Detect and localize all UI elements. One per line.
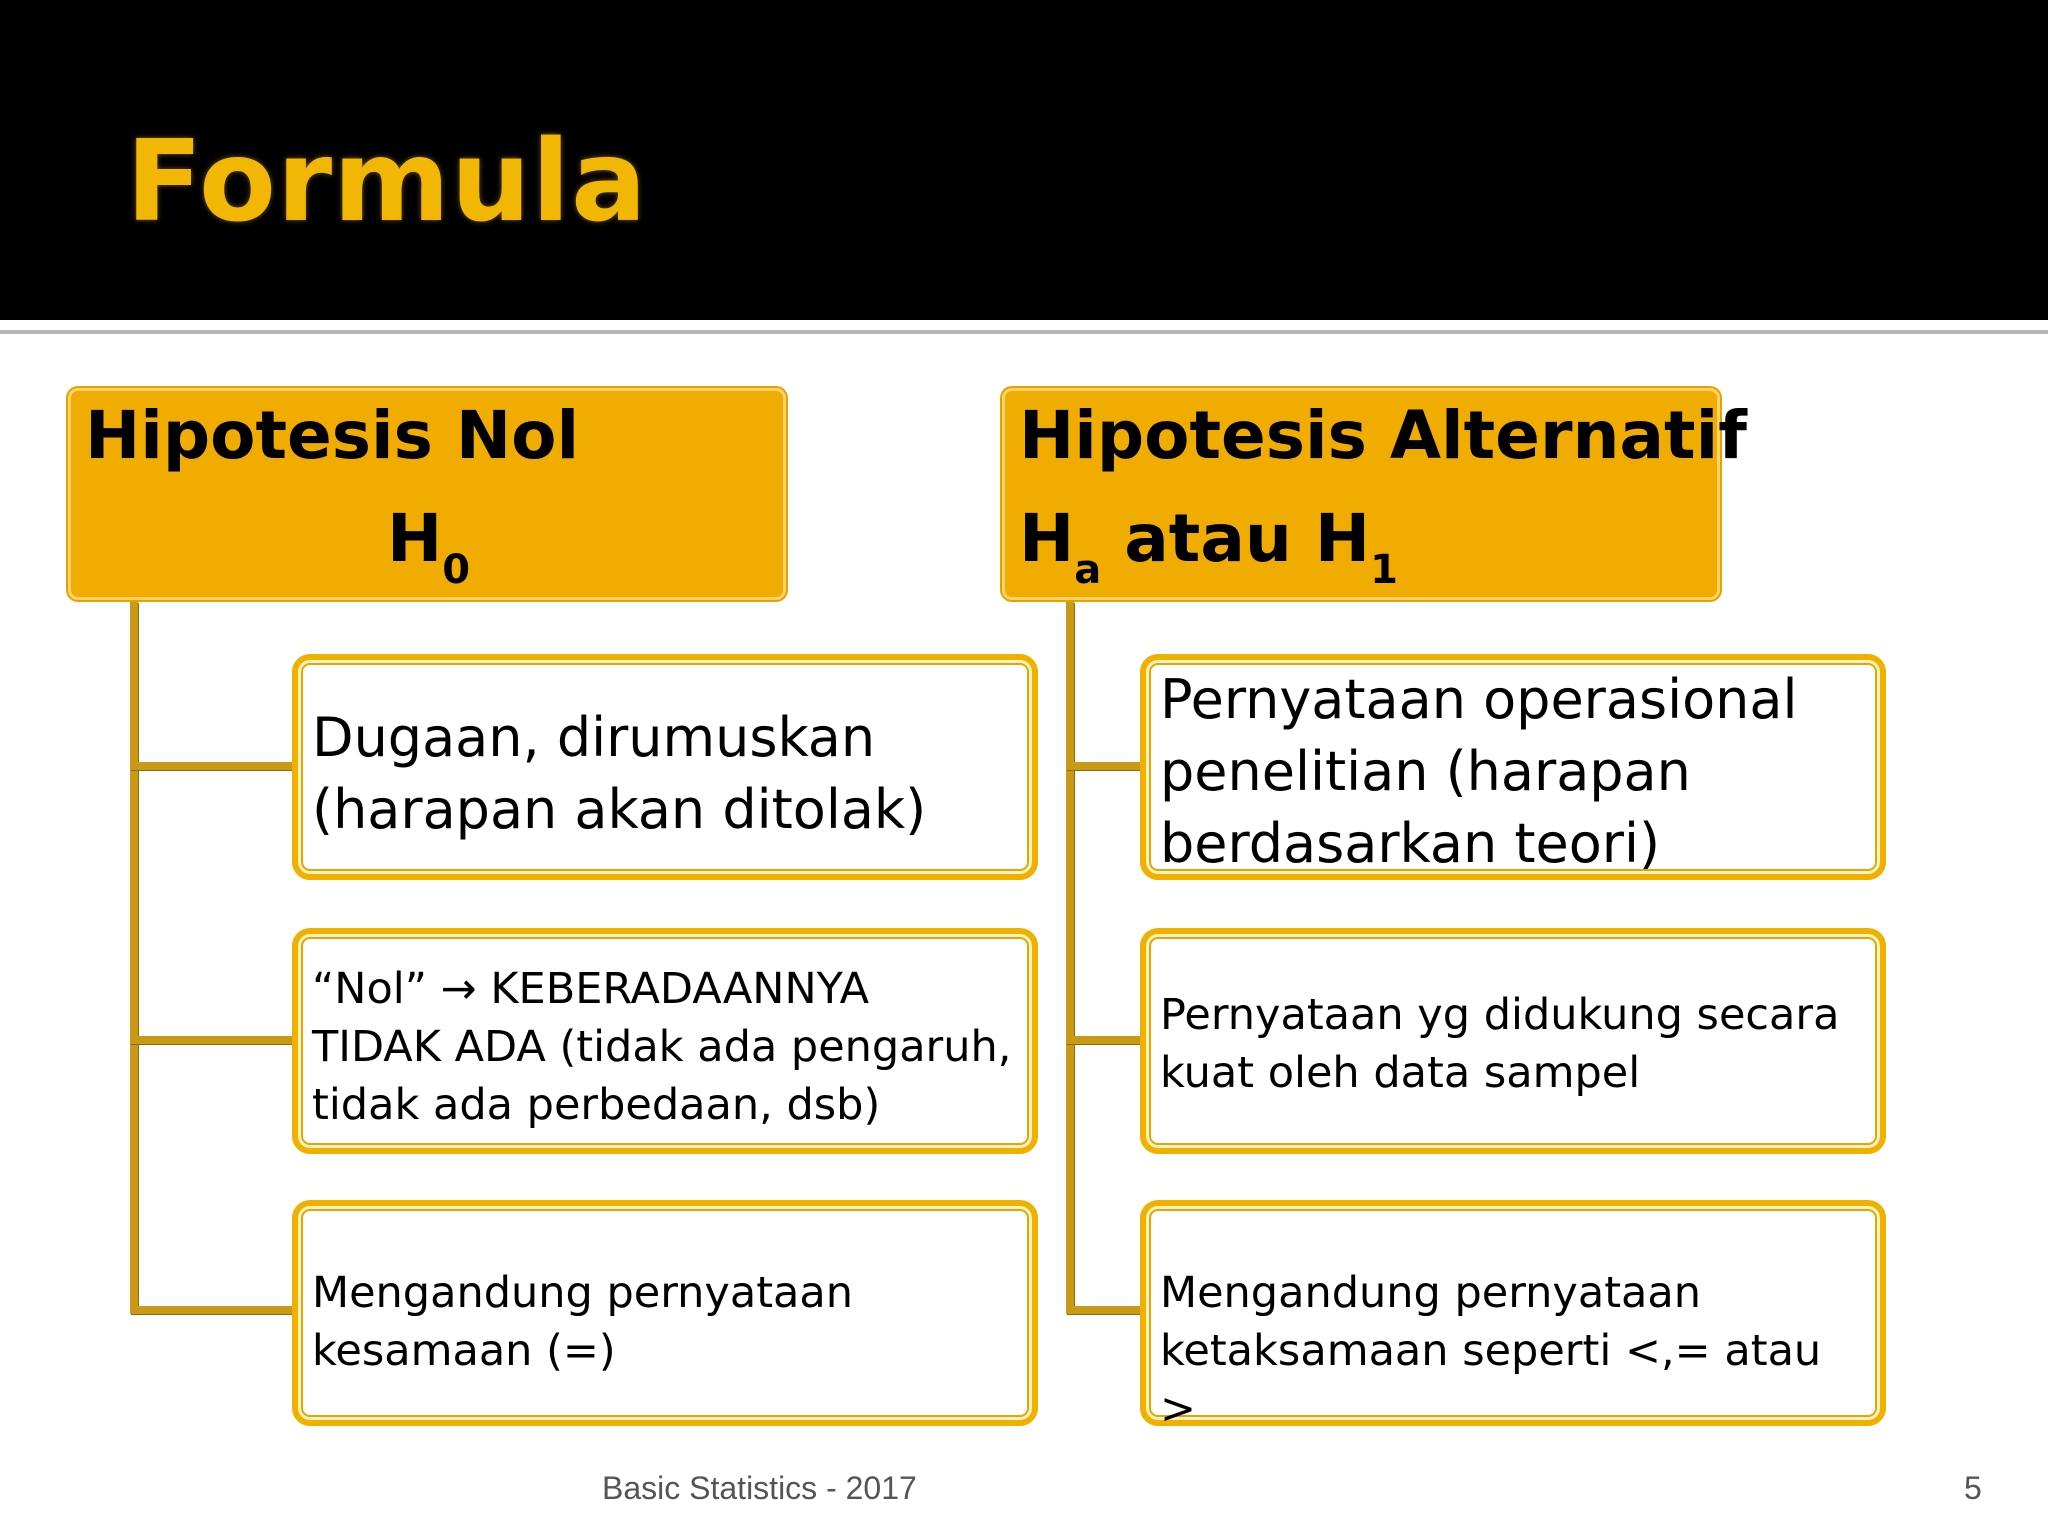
footer-caption: Basic Statistics - 2017: [602, 1470, 917, 1506]
title-divider: [0, 330, 2048, 334]
null-hypothesis-header: [68, 388, 786, 600]
alt-item-text: Pernyataan yg didukung secara kuat oleh data sampel: [1160, 990, 1840, 1098]
alt-item-data-supported: [1140, 928, 1886, 1154]
null-hypothesis-symbol: $H_0$: [387, 500, 471, 593]
null-item-text: Dugaan, dirumuskan (harapan akan ditolak): [312, 706, 927, 841]
alt-item-operational: [1140, 654, 1886, 880]
title-bar: [0, 0, 2048, 320]
null-item-text: “Nol” → KEBERADAANNYA TIDAK ADA (tidak ada pengaruh, tidak ada perbedaan, dsb): [312, 964, 1012, 1130]
null-item-text: Mengandung pernyataan kesamaan (=): [312, 1268, 854, 1376]
alt-item-text: Mengandung pernyataan ketaksamaan seperti <,= atau >: [1160, 1268, 1822, 1434]
null-item-equality: [292, 1200, 1038, 1426]
alt-item-inequality: [1140, 1200, 1886, 1434]
alternative-hypothesis-symbols: $H_a$ atau $H_1$: [1019, 500, 1398, 593]
slide-title: Formula: [126, 117, 648, 247]
alt-item-text: Pernyataan operasional penelitian (harapan berdasarkan teori): [1160, 668, 1798, 875]
alt-branch-3: [1066, 1306, 1144, 1314]
null-item-zero-meaning: [292, 928, 1038, 1154]
null-hypothesis-title: Hipotesis Nol: [85, 397, 580, 474]
page-number: 5: [1964, 1470, 1982, 1506]
alt-branch-1: [1066, 762, 1144, 770]
alt-branch-2: [1066, 1036, 1144, 1044]
null-branch-3: [130, 1306, 294, 1314]
null-branch-2: [130, 1036, 294, 1044]
alt-tree-trunk: [1066, 602, 1074, 1314]
null-branch-1: [130, 762, 294, 770]
null-tree-trunk: [130, 602, 138, 1314]
alternative-hypothesis-header: [1002, 388, 1747, 600]
null-item-expected-rejected: [292, 654, 1038, 880]
alternative-hypothesis-title: Hipotesis Alternatif: [1019, 397, 1747, 474]
